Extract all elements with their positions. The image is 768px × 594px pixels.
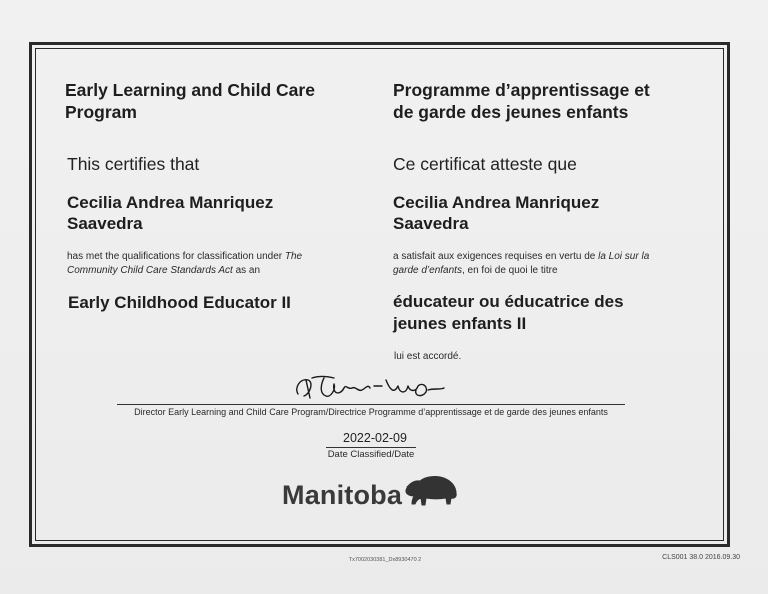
recipient-name-en-line2: Saavedra [67, 214, 143, 233]
qual-fr-prefix: a satisfait aux exigences requises en vertu de [393, 251, 599, 262]
qualification-fr-line2 [393, 264, 713, 278]
program-heading-fr-line2: de garde des jeunes enfants [393, 102, 629, 122]
certifies-text-en: This certifies that [67, 154, 200, 174]
manitoba-logo-text: Manitoba [282, 480, 403, 510]
program-heading-fr-line1: Programme d’apprentissage et [393, 80, 650, 100]
signature-caption: Director Early Learning and Child Care Program/Directrice Programme d’apprentissage et de garde des jeunes enfants [134, 407, 608, 417]
signature-line [117, 404, 625, 405]
classification-title-fr-line1: éducateur ou éducatrice des [393, 292, 624, 311]
recipient-name-fr-line2: Saavedra [393, 214, 469, 233]
recipient-name-en [67, 192, 367, 234]
bison-icon [404, 474, 460, 510]
qualification-text-fr [393, 250, 713, 278]
form-number: CLS001 38.0 2016.09.30 [662, 554, 740, 561]
program-heading-en-line1: Early Learning and Child Care [65, 80, 315, 100]
date-classified-value: 2022-02-09 [343, 431, 407, 445]
qual-en-prefix: has met the qualifications for classification under [67, 251, 285, 262]
program-heading-fr [393, 79, 713, 123]
recipient-name-fr [393, 192, 693, 234]
qualification-text-en [67, 250, 377, 278]
qualification-en-line1 [67, 250, 377, 264]
document-code: Tx7002030381_Dx8930470 2 [348, 557, 422, 563]
qual-en-act-part1: The [284, 251, 303, 262]
date-line [326, 447, 416, 448]
qual-fr-suffix: , en foi de quoi le titre [461, 265, 558, 276]
granted-text-fr: lui est accordé. [394, 351, 462, 362]
classification-title-en: Early Childhood Educator II [68, 293, 291, 312]
program-heading-en-line2: Program [65, 102, 137, 122]
program-heading-en [65, 79, 365, 123]
qual-fr-act-part2: garde d’enfants [393, 265, 462, 276]
qual-en-suffix: as an [232, 265, 261, 276]
qual-en-act-part2: Community Child Care Standards Act [67, 265, 233, 276]
qual-fr-act-part1: la Loi sur la [598, 251, 650, 262]
qualification-fr-line1 [393, 250, 713, 264]
date-caption: Date Classified/Date [327, 449, 415, 460]
certifies-text-fr: Ce certificat atteste que [393, 154, 577, 174]
recipient-name-en-line1: Cecilia Andrea Manriquez [67, 193, 274, 212]
qualification-en-line2 [67, 264, 377, 278]
recipient-name-fr-line1: Cecilia Andrea Manriquez [393, 193, 600, 212]
director-signature [290, 368, 450, 404]
classification-title-fr [393, 291, 713, 335]
classification-title-fr-line2: jeunes enfants II [393, 314, 527, 333]
